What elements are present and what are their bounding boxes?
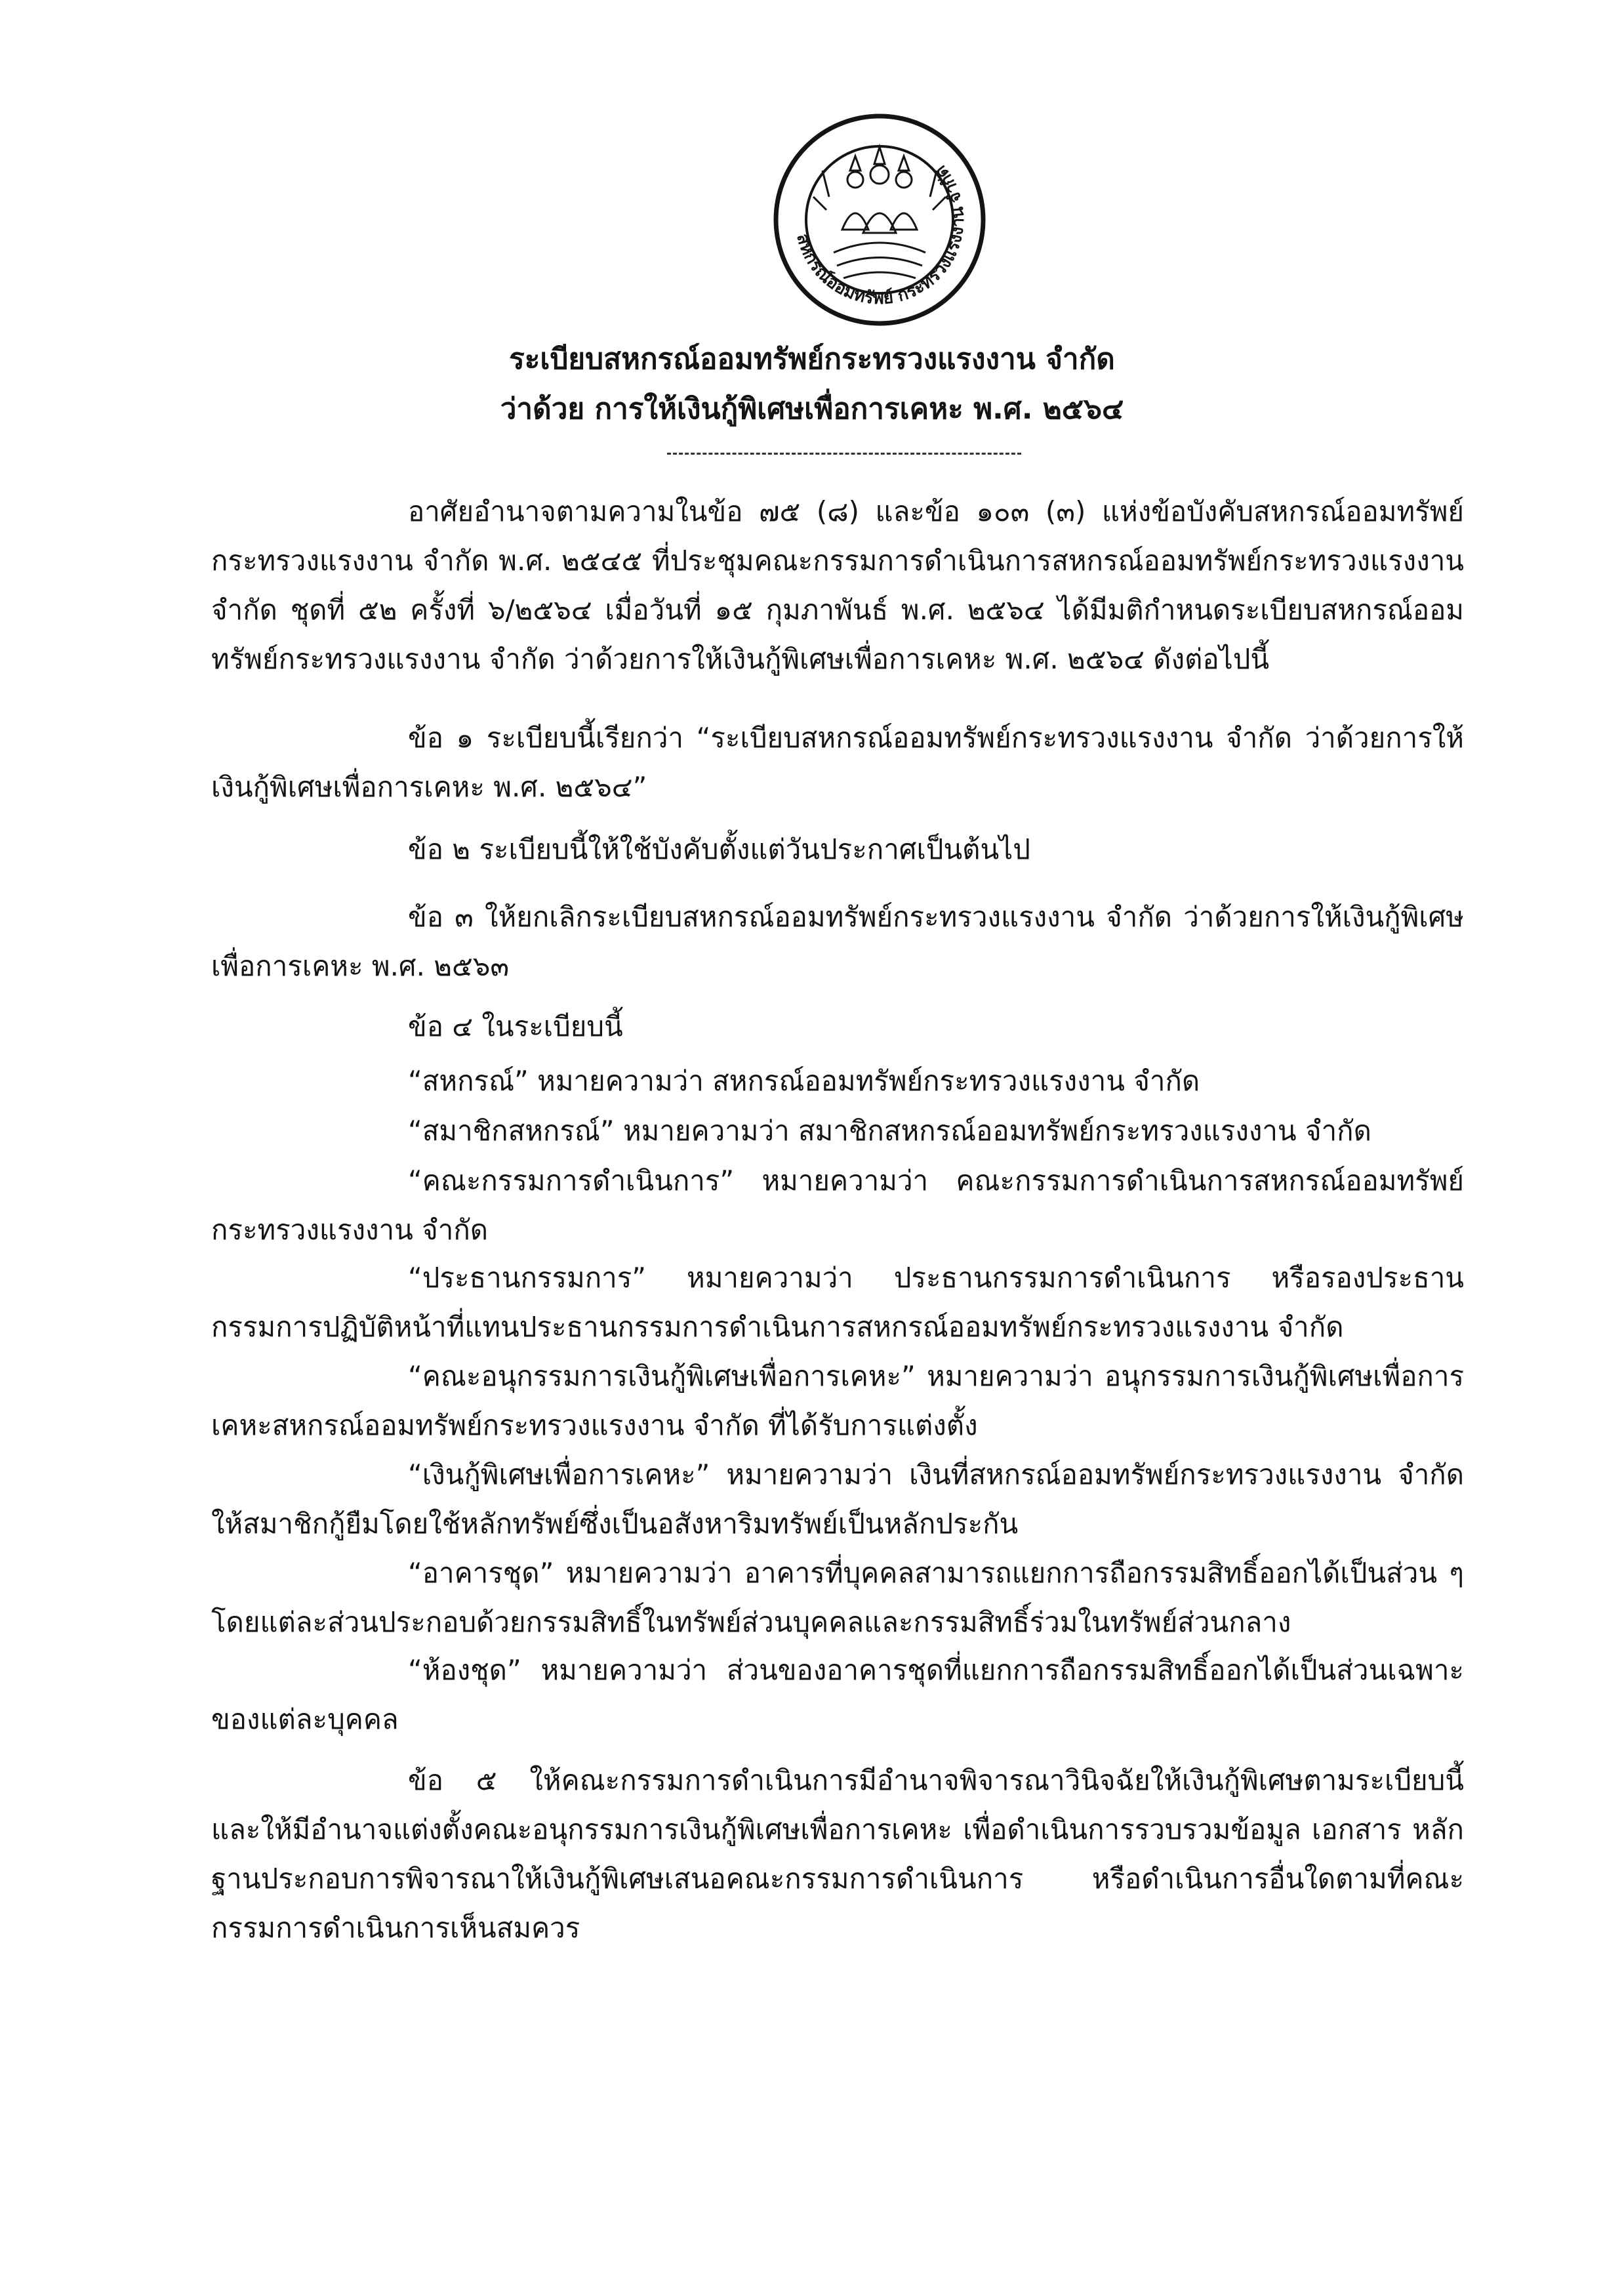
definition-item: “ห้องชุด” หมายความว่า ส่วนของอาคารชุดที่แยกการถือกรรมสิทธิ์ออกได้เป็นส่วนเฉพาะของแต่ละบุคคล [211, 1654, 1464, 1735]
clause-4: ข้อ ๔ ในระเบียบนี้ [408, 1010, 623, 1042]
title-divider [667, 453, 1021, 455]
clause-1: ข้อ ๑ ระเบียบนี้เรียกว่า “ระเบียบสหกรณ์ออมทรัพย์กระทรวงแรงงาน จำกัด ว่าด้วยการให้เงินกู้พิเศษเพื่อการเคหะ พ.ศ. ๒๕๖๔” [211, 722, 1464, 803]
document-subtitle: ว่าด้วย การให้เงินกู้พิเศษเพื่อการเคหะ พ.ศ. ๒๕๖๔ [500, 392, 1124, 426]
cooperative-seal-logo [771, 112, 988, 328]
preamble-paragraph: อาศัยอำนาจตามความในข้อ ๗๕ (๘) และข้อ ๑๐๓ (๓) แห่งข้อบังคับสหกรณ์ออมทรัพย์กระทรวงแรงงาน จำกัด พ.ศ. ๒๕๔๕ ที่ประชุมคณะกรรมการดำเนินการสหกรณ์ออมทรัพย์กระทรวงแรงงาน จำกัด ชุดที่ ๕๒ ครั้งที่ ๖/๒๕๖๔ เมื่อวันที่ ๑๕ กุมภาพันธ์ พ.ศ. ๒๕๖๔ ได้มีมติกำหนดระเบียบสหกรณ์ออมทรัพย์กระทรวงแรงงาน จำกัด ว่าด้วยการให้เงินกู้พิเศษเพื่อการเคหะ พ.ศ. ๒๕๖๔ ดังต่อไปนี้ [211, 495, 1464, 675]
seal-ring-text: สหกรณ์ออมทรัพย์ กระทรวงแรงงาน จำกัด [792, 161, 969, 309]
definition-item: “คณะกรรมการดำเนินการ” หมายความว่า คณะกรรมการดำเนินการสหกรณ์ออมทรัพย์กระทรวงแรงงาน จำกัด [211, 1164, 1464, 1246]
definition-item: “อาคารชุด” หมายความว่า อาคารที่บุคคลสามารถแยกการถือกรรมสิทธิ์ออกได้เป็นส่วน ๆ โดยแต่ละส่วนประกอบด้วยกรรมสิทธิ์ในทรัพย์ส่วนบุคคลและกรรมสิทธิ์ร่วมในทรัพย์ส่วนกลาง [211, 1557, 1464, 1638]
document-title: ระเบียบสหกรณ์ออมทรัพย์กระทรวงแรงงาน จำกัด [509, 342, 1115, 376]
definition-item: “สมาชิกสหกรณ์” หมายความว่า สมาชิกสหกรณ์ออมทรัพย์กระทรวงแรงงาน จำกัด [408, 1115, 1371, 1147]
clause-2: ข้อ ๒ ระเบียบนี้ให้ใช้บังคับตั้งแต่วันประกาศเป็นต้นไป [408, 833, 1030, 865]
definition-item: “คณะอนุกรรมการเงินกู้พิเศษเพื่อการเคหะ” หมายความว่า อนุกรรมการเงินกู้พิเศษเพื่อการเคหะสหกรณ์ออมทรัพย์กระทรวงแรงงาน จำกัด ที่ได้รับการแต่งตั้ง [211, 1360, 1464, 1441]
definition-item: “ประธานกรรมการ” หมายความว่า ประธานกรรมการดำเนินการ หรือรองประธานกรรมการปฏิบัติหน้าที่แทนประธานกรรมการดำเนินการสหกรณ์ออมทรัพย์กระทรวงแรงงาน จำกัด [211, 1262, 1464, 1343]
clause-5: ข้อ ๕ ให้คณะกรรมการดำเนินการมีอำนาจพิจารณาวินิจฉัยให้เงินกู้พิเศษตามระเบียบนี้และให้มีอำนาจแต่งตั้งคณะอนุกรรมการเงินกู้พิเศษเพื่อการเคหะ เพื่อดำเนินการรวบรวมข้อมูล เอกสาร หลักฐานประกอบการพิจารณาให้เงินกู้พิเศษเสนอคณะกรรมการดำเนินการ หรือดำเนินการอื่นใดตามที่คณะกรรมการดำเนินการเห็นสมควร [211, 1764, 1464, 1944]
clause-3: ข้อ ๓ ให้ยกเลิกระเบียบสหกรณ์ออมทรัพย์กระทรวงแรงงาน จำกัด ว่าด้วยการให้เงินกู้พิเศษเพื่อการเคหะ พ.ศ. ๒๕๖๓ [211, 901, 1464, 982]
seal-figures-icon [813, 147, 946, 278]
definition-item: “เงินกู้พิเศษเพื่อการเคหะ” หมายความว่า เงินที่สหกรณ์ออมทรัพย์กระทรวงแรงงาน จำกัดให้สมาชิกกู้ยืมโดยใช้หลักทรัพย์ซึ่งเป็นอสังหาริมทรัพย์เป็นหลักประกัน [211, 1458, 1464, 1540]
definition-item: “สหกรณ์” หมายความว่า สหกรณ์ออมทรัพย์กระทรวงแรงงาน จำกัด [408, 1065, 1200, 1097]
